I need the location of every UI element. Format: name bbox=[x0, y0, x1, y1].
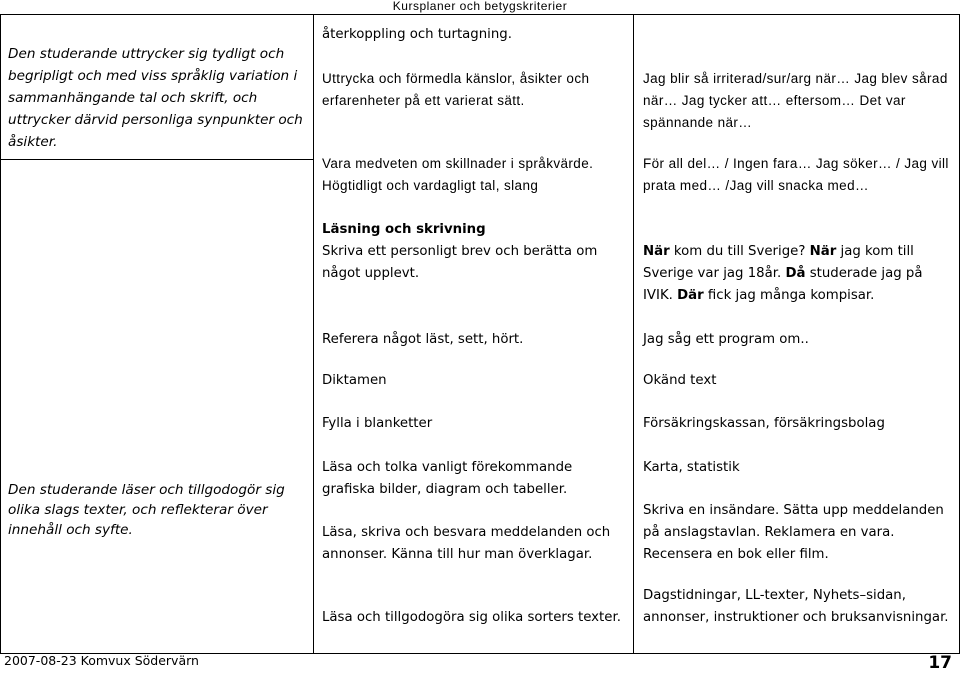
column-divider-2 bbox=[633, 14, 634, 654]
example-text: jag kom till Sverige var jag 18år. bbox=[643, 244, 914, 281]
content-item-messages: Läsa, skriva och besvara meddelanden och annonser. Känna till hur man överklagar. bbox=[322, 525, 611, 562]
content-item-graphics: Läsa och tolka vanligt förekommande grafiska bilder, diagram och tabeller. bbox=[322, 460, 573, 497]
section-heading-reading-writing: Läsning och skrivning bbox=[322, 222, 486, 237]
criterion-expression: Den studerande uttrycker sig tydligt och begripligt och med viss språklig variation i sammanhängande tal och skrift, och uttrycker därvid personliga synpunkter och åsikter. bbox=[8, 46, 303, 150]
content-item-personal-letter: Skriva ett personligt brev och berätta om något upplevt. bbox=[322, 244, 598, 281]
page-number: 17 bbox=[928, 653, 952, 673]
time-word: När bbox=[809, 244, 837, 259]
page-header: Kursplaner och betygskriterier bbox=[392, 0, 568, 13]
example-unknown-text: Okänd text bbox=[643, 373, 717, 388]
example-map-statistics: Karta, statistik bbox=[643, 460, 740, 475]
content-item-express-feelings: Uttrycka och förmedla känslor, åsikter och erfarenheter på ett varierat sätt. bbox=[322, 71, 590, 108]
content-item-texts: Läsa och tillgodogöra sig olika sorters texter. bbox=[322, 610, 621, 625]
table-top-border bbox=[0, 14, 960, 15]
content-item-refer: Referera något läst, sett, hört. bbox=[322, 332, 524, 347]
example-time-words bbox=[643, 241, 953, 307]
example-phrases: För all del… / Ingen fara… Jag söker… / Jag vill prata med… /Jag vill snacka med… bbox=[643, 156, 949, 193]
content-item-turn-taking: återkoppling och turtagning. bbox=[322, 27, 512, 42]
example-program: Jag såg ett program om.. bbox=[643, 332, 809, 347]
table-row-divider bbox=[0, 159, 313, 160]
footer-date-school: 2007-08-23 Komvux Södervärn bbox=[4, 653, 199, 668]
example-text: fick jag många kompisar. bbox=[703, 288, 875, 303]
column-divider-1 bbox=[313, 14, 314, 654]
example-feelings: Jag blir så irriterad/sur/arg när… Jag blev sårad när… Jag tycker att… eftersom… Det var spännande när… bbox=[643, 71, 948, 130]
example-text: kom du till Sverige? bbox=[669, 244, 810, 259]
criterion-reading: Den studerande läser och tillgodogör sig olika slags texter, och reflekterar över innehåll och syfte. bbox=[8, 482, 285, 538]
example-insurance: Försäkringskassan, försäkringsbolag bbox=[643, 416, 885, 431]
example-text: studerade jag på IVIK. bbox=[643, 266, 923, 303]
example-text-types: Dagstidningar, LL-texter, Nyhets–sidan, annonser, instruktioner och bruksanvisningar. bbox=[643, 588, 949, 625]
content-item-dictation: Diktamen bbox=[322, 373, 387, 388]
content-item-forms: Fylla i blanketter bbox=[322, 416, 433, 431]
time-word: När bbox=[643, 244, 670, 259]
table-left-border bbox=[0, 14, 1, 654]
time-word: Då bbox=[785, 266, 806, 281]
time-word: Där bbox=[677, 288, 704, 303]
content-item-language-value: Vara medveten om skillnader i språkvärde. bbox=[322, 156, 594, 171]
content-item-formal-informal: Högtidligt och vardagligt tal, slang bbox=[322, 178, 539, 193]
example-writing-tasks: Skriva en insändare. Sätta upp meddelanden på anslagstavlan. Reklamera en vara. Recensera en bok eller film. bbox=[643, 503, 944, 562]
